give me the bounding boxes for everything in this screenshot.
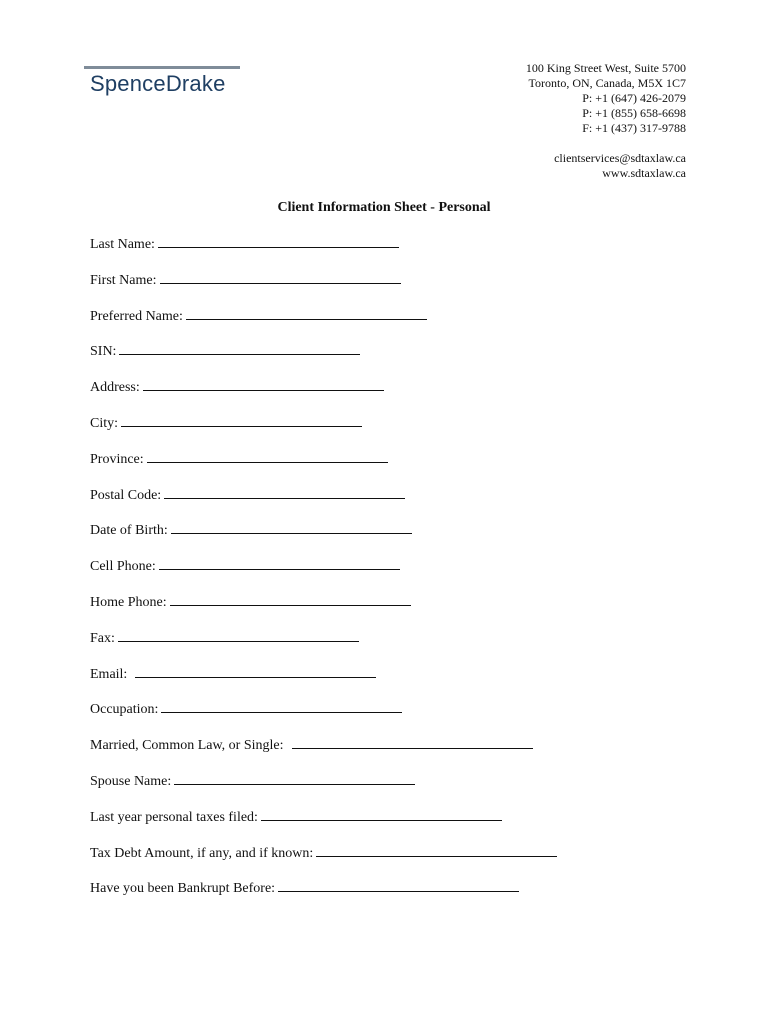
field-first-name xyxy=(90,271,557,307)
company-logo xyxy=(84,66,240,97)
field-fax xyxy=(90,629,557,665)
cell-phone-line[interactable] xyxy=(159,557,400,570)
field-label: SIN: xyxy=(90,344,117,360)
phone-line-2: P: +1 (855) 658-6698 xyxy=(582,106,686,120)
field-label: Province: xyxy=(90,451,144,467)
field-label: Spouse Name: xyxy=(90,773,172,789)
field-cell-phone xyxy=(90,557,557,593)
field-label: City: xyxy=(90,415,119,431)
field-preferred-name xyxy=(90,307,557,343)
preferred-name-line[interactable] xyxy=(186,307,427,320)
field-label: First Name: xyxy=(90,272,157,288)
field-label: Home Phone: xyxy=(90,594,167,610)
field-last-taxes-filed xyxy=(90,808,557,844)
field-label: Cell Phone: xyxy=(90,559,156,575)
field-label: Last Name: xyxy=(90,237,155,252)
bankrupt-before-line[interactable] xyxy=(278,879,519,892)
field-postal-code xyxy=(90,486,557,522)
postal-code-line[interactable] xyxy=(164,486,405,499)
address-line[interactable] xyxy=(143,378,384,391)
field-label: Occupation: xyxy=(90,702,159,718)
field-label: Tax Debt Amount, if any, and if known: xyxy=(90,845,314,861)
fax-line: F: +1 (437) 317-9788 xyxy=(582,121,686,135)
province-line[interactable] xyxy=(147,450,388,463)
form-fields xyxy=(90,235,557,915)
field-tax-debt-amount xyxy=(90,844,557,880)
field-date-of-birth xyxy=(90,521,557,557)
email-address: clientservices@sdtaxlaw.ca xyxy=(554,151,686,165)
home-phone-line[interactable] xyxy=(170,593,411,606)
tax-debt-amount-line[interactable] xyxy=(316,844,557,857)
contact-block xyxy=(526,61,686,181)
city-line[interactable] xyxy=(121,414,362,427)
spouse-name-line[interactable] xyxy=(174,772,415,785)
field-home-phone xyxy=(90,593,557,629)
field-email xyxy=(90,665,557,701)
logo-bar xyxy=(84,66,240,69)
first-name-line[interactable] xyxy=(160,271,401,284)
field-label: Date of Birth: xyxy=(90,523,168,539)
occupation-line[interactable] xyxy=(161,700,402,713)
marital-status-line[interactable] xyxy=(292,736,533,749)
field-marital-status xyxy=(90,736,557,772)
field-bankrupt-before xyxy=(90,879,557,915)
field-sin xyxy=(90,342,557,378)
field-label: Address: xyxy=(90,380,140,396)
address-line-street: 100 King Street West, Suite 5700 xyxy=(525,61,686,75)
field-label: Last year personal taxes filed: xyxy=(90,809,258,825)
field-label: Married, Common Law, or Single: xyxy=(90,738,284,754)
email-line[interactable] xyxy=(135,665,376,678)
form-title: Client Information Sheet - Personal xyxy=(277,200,491,215)
field-label: Email: xyxy=(90,666,128,682)
field-last-name xyxy=(90,235,557,271)
address-line-city: Toronto, ON, Canada, M5X 1C7 xyxy=(528,76,686,90)
field-occupation xyxy=(90,700,557,736)
logo-text: SpenceDrake xyxy=(90,71,226,96)
last-taxes-filed-line[interactable] xyxy=(261,808,502,821)
field-label: Have you been Bankrupt Before: xyxy=(90,881,276,897)
field-label: Preferred Name: xyxy=(90,308,183,324)
field-province xyxy=(90,450,557,486)
field-spouse-name xyxy=(90,772,557,808)
field-label: Postal Code: xyxy=(90,487,162,503)
field-city xyxy=(90,414,557,450)
date-of-birth-line[interactable] xyxy=(171,521,412,534)
last-name-line[interactable] xyxy=(158,235,399,248)
field-label: Fax: xyxy=(90,630,115,646)
sin-line[interactable] xyxy=(119,342,360,355)
contact-gap xyxy=(526,136,686,151)
fax-line-input[interactable] xyxy=(118,629,359,642)
website-address: www.sdtaxlaw.ca xyxy=(602,166,686,180)
phone-line-1: P: +1 (647) 426-2079 xyxy=(582,91,686,105)
field-address xyxy=(90,378,557,414)
